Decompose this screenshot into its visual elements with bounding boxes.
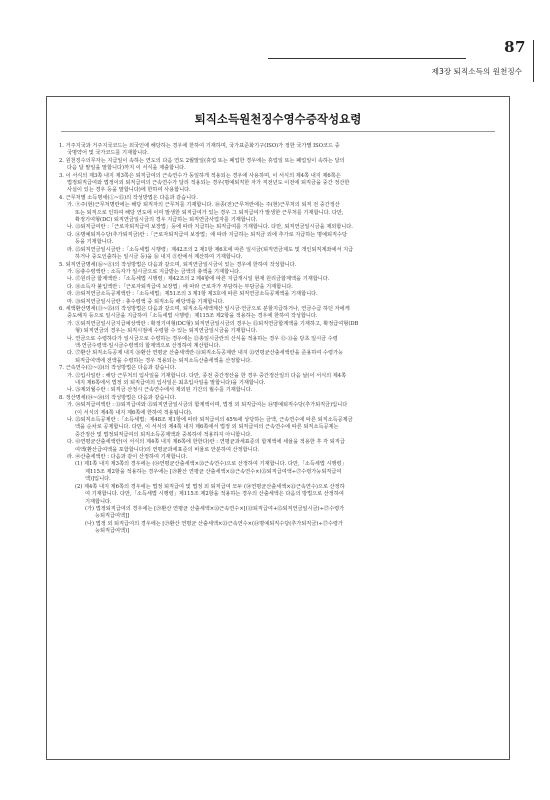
instruction-line: 1. 거주지국과 거주지국코드는 외국인에 해당하는 경우에 한하여 기재하며, 국가표준화기구(ISO)가 정한 국가별 ISO코드 중 <box>59 143 340 149</box>
instruction-line: 4. 근무처별 소득명세(①~⑮)의 작성방법은 다음과 같습니다. <box>59 194 198 201</box>
instruction-line: 액·연금수령액·일시금수령액의 합계액으로 산정하여 계산합니다. <box>75 342 221 349</box>
instruction-line: 3. 이 서식의 제3쪽 내지 제3쪽은 퇴직급여의 근속연수가 동일하게 적용되는 경우에 사용하며, 이 서식의 제4쪽 내지 제6쪽은 <box>59 172 341 179</box>
instruction-line: 나. ⑬퇴직급여란 :「근로자퇴직급여 보장법」등에 따라 지급하는 퇴직급여를 기재합니다. 다만, 퇴직연금일시금을 제외합니다. <box>67 224 353 231</box>
instruction-line: 다. ㉗환산 퇴직소득공제 내지 ㉘환산 연평균 산출세액란·㉛퇴직소득공제란 내지 ㉝연평균산출세액란을 준용하여 수령가능 <box>67 350 344 357</box>
instruction-line: 액을 순차로 공제합니다. 다만, 이 서식의 제4쪽 내지 제6쪽에서 법정 외 퇴직급여의 근속연수에 따른 퇴직소득공제는 <box>75 424 339 431</box>
instruction-line: 형) 퇴직연금의 경우는 퇴직시점에 수령할 수 있는 퇴직연금일시금을 기재합니다. <box>75 328 258 335</box>
instruction-line: 여 기재합니다. 다만,「소득세법 시행령」제115조 제2항을 적용하는 경우의 산출세액은 다음의 방법으로 산정하여 <box>85 491 344 498</box>
instruction-line: (나) 법정 외 퇴직급여의 경우에는 [㉙환산 연평균 산출세액×㉝근속연수×(⑭명예퇴직수당(추가퇴직금)÷㉗수령가 <box>85 520 343 527</box>
title-divider <box>61 131 495 132</box>
instruction-line: 국명약어 및 국가코드를 기재합니다. <box>67 150 149 157</box>
page-header <box>0 0 550 76</box>
instruction-line: 가. ㉞퇴직급여액란 : ⑬퇴직급여와 ⑮퇴직연금일시금의 합계액이며, 법정 외 퇴직급여는 ⑭명예퇴직수당(추가퇴직금)입니다 <box>67 402 348 409</box>
instruction-line: 능퇴직급여액]] <box>95 513 130 520</box>
instruction-line: 가. ⑯총수령액란 : 소득자가 일시금으로 지급받는 금액의 총액을 기재합니다. <box>67 268 241 275</box>
chapter-title: 제3장 퇴직소득의 원천징수 <box>431 67 522 76</box>
instruction-line: 라. ㊹산출세액란 : 다음과 같이 산정하여 기재합니다. <box>67 454 188 461</box>
instruction-line: 2. 원천징수의무자는 지급일이 속하는 연도의 다음 연도 2월말일(휴업 또는 폐업한 경우에는 휴업일 또는 폐업일이 속하는 달의 <box>59 157 345 164</box>
document-title: 퇴직소득원천징수영수증작성요령 <box>194 112 362 126</box>
instruction-line: 중간정산 및 법정퇴직급여의 퇴직소득공제액과 중복하여 적용하지 아니합니다. <box>75 431 252 438</box>
instruction-line: 법정퇴직급여와 법정이외 퇴직급여의 근속연수가 달리 적용되는 경우(명예퇴직한 자가 직전년도 이전에 퇴직금을 중간 정산한 <box>67 180 350 187</box>
instruction-line: 다. ⑭명예퇴직수당(추가퇴직금)란 :「근로자퇴직급여 보장법」에 따라 지급하는 퇴직금 외에 추가로 지급하는 명예퇴직수당 <box>67 231 348 238</box>
instruction-line: 라. ⑲퇴직연금소득공제액란 :「소득세법」제51조의 3 제1항 제3호에 따른 퇴직연금소득공제액을 기재합니다. <box>67 291 318 298</box>
instruction-line: 여액(환산급여액을 포함합니다)의 연평균과세표준의 비율로 안분하여 산정합니다. <box>75 446 260 453</box>
instruction-line: 능퇴직급여액)] <box>95 528 130 535</box>
instruction-line: 나. 연금으로 수령하다가 일시금으로 수령하는 경우에는 ㉒총일시금란의 산식을 적용하는 경우 ⑫·⑬을 당초 일시금 수령 <box>67 335 338 342</box>
instruction-line: 또는 퇴직으로 인하여 해당 연도에 이미 발생한 퇴직급여가 있는 경우 그 퇴직급여가 발생한 근무처를 기재합니다. 다만, <box>75 209 344 216</box>
instruction-line: (2) 제4쪽 내지 제6쪽의 경우에는 법정 퇴직급여 및 법정 외 퇴직급여 모두 (㉞연평균산출세액×㉝근속연수)으로 산정하 <box>75 483 345 490</box>
instruction-line: (가) 법정퇴직급여의 경우에는 [㉙환산 연평균 산출세액×㉝근속연수×[(⑬퇴직급여+⑮퇴직연금일시금)÷㉗수령가 <box>85 505 345 512</box>
instruction-line: 7. 근속연수(㉒~㉝)의 작성방법은 다음과 같습니다. <box>59 365 177 372</box>
page-number: 87 <box>504 38 526 56</box>
instruction-line: 액)]입니다. <box>85 476 111 483</box>
instruction-line: (이 서식의 제4쪽 내지 제6쪽에 한하여 적용됩니다). <box>75 409 193 416</box>
instruction-line: 마. ⑳퇴직연금일시금란 : 총수령액 중 퇴직소득 해당액을 기재합니다. <box>67 298 225 305</box>
instruction-line: 사실이 있는 경우 등을 말합니다)에 한하여 사용합니다. <box>67 187 191 194</box>
instruction-line: 가. ㉑퇴직연금일시금지급예상액란 : 확정기여형(DC형) 퇴직연금일시금의 경우는 ⑮퇴직연금합계액을 기재하고, 확정급여형(DB <box>67 320 359 327</box>
instruction-line: 6. 세액환산명세(㉑~㉟)의 작성방법은 다음과 같으며, 퇴직소득세액계산 일시금·연금으로 분할지급하거나, 연금수급 하던 자에게 <box>59 305 350 312</box>
instruction-line: 나. ㉟퇴직소득공제란 :「소득세법」제48조 제1항에 따라 퇴직급여의 45%에 상당하는 금액, 근속연수에 따른 퇴직소득공제금 <box>67 417 353 424</box>
instruction-line: 퇴직급여액에 전액을 수령하는 경우 적용되는 퇴직소득산출세액을 산정합니다. <box>75 357 252 364</box>
instruction-line: 내지 제6쪽에서 법정 외 퇴직급여의 입사일은 최초입사일을 말합니다)을 기재합니다. <box>75 380 266 386</box>
header-vertical-rule <box>533 40 534 82</box>
instruction-line: 가. ⑨주(현)근무처명란에는 해당 퇴직자의 근무처를 기재합니다. ⑩종(전)근무처란에는 주(현)근무처의 퇴직 전 중간정산 <box>67 202 340 209</box>
instruction-line: 제115조 제2항을 적용하는 경우에는 [㉙환산 연평균 산출세액×㉝근속연수×(⑮퇴직급여액÷㉗수령가능퇴직급여 <box>85 468 342 475</box>
instruction-line: 하거나 중도인출하는 일시금 등)을 ⑯ 내지 ㉑란에서 계산하여 기재합니다. <box>75 254 243 261</box>
instructions-body <box>59 143 497 536</box>
instruction-line: 등을 기재합니다. <box>75 239 114 246</box>
instruction-line: (1) 제1쪽 내지 제3쪽의 경우에는 (㉞연평균산출세액×㉝근속연수)으로 산정하여 기재합니다. 다만,「소득세법 시행령」 <box>75 461 347 468</box>
instruction-line: 5. 퇴직연금명세(⑯~㉑)의 작성방법은 다음과 같으며, 퇴직연금일시금이 있는 경우에 한하여 작성합니다. <box>59 261 297 268</box>
instruction-line: 중도해지 등으로 일시금을 지급하여「소득세법 시행령」제115조 제2항을 적용하는 경우에 한하여 작성합니다. <box>67 313 318 320</box>
instruction-line: 라. ⑮퇴직연금일시금란 :「소득세법 시행령」제42조의 2 제1항 제6호에 따른 일시금(퇴직연금제도 및 개인퇴직계좌에서 지급 <box>67 246 354 253</box>
instruction-line: 다. ㊸연평균산출세액란(이 서식의 제4쪽 내지 제6쪽에 한한다)란 : 연평균과세표준의 합계액에 세율을 적용한 후 각 퇴직급 <box>67 439 345 446</box>
instruction-line: 8. 정산명세(㉞~㊿)의 작성방법은 다음과 같습니다. <box>59 394 177 401</box>
instruction-line: 가. ㉒입사일란 : 해당 근무처의 입사일을 기재합니다. 다만, 종전 중간정산을 한 경우 중간정산일의 다음 날(이 서식의 제4쪽 <box>67 372 347 379</box>
instructions-box <box>46 96 510 760</box>
instruction-line: 다음 달 말일을 말합니다)까지 이 서식을 제출합니다. <box>67 165 186 172</box>
header-rule <box>268 58 466 59</box>
instruction-line: 확정기여형(DC) 퇴직연금일시금의 경우 지급하는 퇴직연금사업자를 기재합니다. <box>75 217 258 224</box>
instruction-line: 나. ㉖제외월수란 : 퇴직금 산정시 근속연수에서 제외된 기간의 월수를 기재합니다. <box>67 387 253 394</box>
instruction-line: 기재합니다. <box>85 498 112 505</box>
instruction-line: 다. ⑱소득자 불입액란 :「근로자퇴직급여 보장법」에 따라 근로자가 부담하는 부담금을 기재합니다. <box>67 283 293 290</box>
instruction-line: 나. ⑰원리금 합계액란 :「소득세법 시행령」제42조의 2 제4항에 따른 지급개시일 현재 원리금합계액을 기재합니다. <box>67 276 330 283</box>
